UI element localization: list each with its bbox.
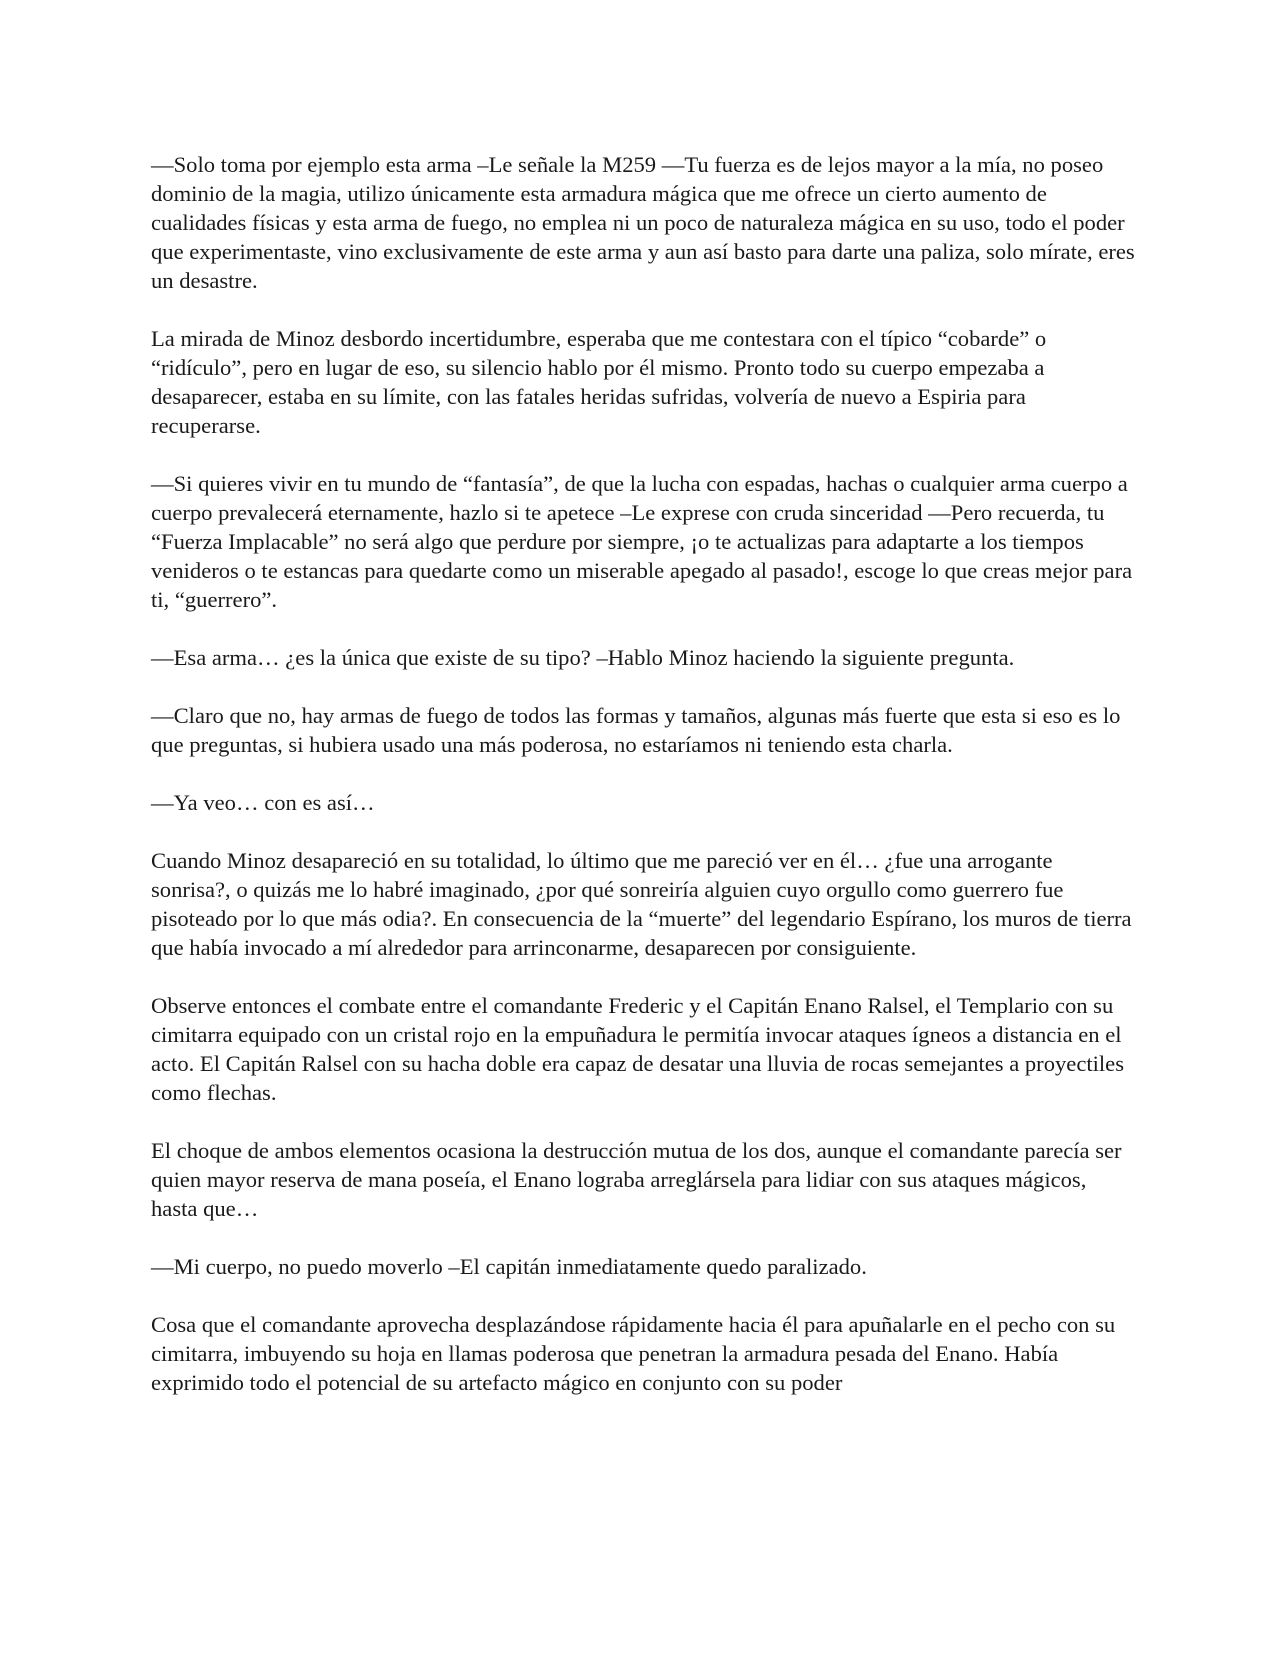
paragraph: —Si quieres vivir en tu mundo de “fantasía”, de que la lucha con espadas, hachas o cualquier arma cuerpo a cuerpo prevalecerá eternamente, hazlo si te apetece –Le exprese con cruda sinceridad —Pero recuerda, tu “Fuerza Implacable” no será algo que perdure por siempre, ¡o te actualizas para adaptarte a los tiempos venideros o te estancas para quedarte como un miserable apegado al pasado!, escoge lo que creas mejor para ti, “guerrero”. [151, 471, 1133, 612]
document-body [151, 150, 1136, 1426]
paragraph: —Esa arma… ¿es la única que existe de su tipo? –Hablo Minoz haciendo la siguiente pregunta. [151, 645, 1015, 670]
paragraph: —Ya veo… con es así… [151, 790, 375, 815]
paragraph: —Claro que no, hay armas de fuego de todos las formas y tamaños, algunas más fuerte que esta si eso es lo que preguntas, si hubiera usado una más poderosa, no estaríamos ni teniendo esta charla. [151, 703, 1121, 757]
paragraph: La mirada de Minoz desbordo incertidumbre, esperaba que me contestara con el típico “cobarde” o “ridículo”, pero en lugar de eso, su silencio hablo por él mismo. Pronto todo su cuerpo empezaba a desaparecer, estaba en su límite, con las fatales heridas sufridas, volvería de nuevo a Espiria para recuperarse. [151, 326, 1047, 438]
paragraph: El choque de ambos elementos ocasiona la destrucción mutua de los dos, aunque el comandante parecía ser quien mayor reserva de mana poseía, el Enano lograba arreglársela para lidiar con sus ataques mágicos, hasta que… [151, 1138, 1122, 1221]
paragraph: Cuando Minoz desapareció en su totalidad, lo último que me pareció ver en él… ¿fue una arrogante sonrisa?, o quizás me lo habré imaginado, ¿por qué sonreiría alguien cuyo orgullo como guerrero fue pisoteado por lo que más odia?. En consecuencia de la “muerte” del legendario Espírano, los muros de tierra que había invocado a mí alrededor para arrinconarme, desaparecen por consiguiente. [151, 848, 1132, 960]
paragraph: —Solo toma por ejemplo esta arma –Le señale la M259 —Tu fuerza es de lejos mayor a la mía, no poseo dominio de la magia, utilizo únicamente esta armadura mágica que me ofrece un cierto aumento de cualidades físicas y esta arma de fuego, no emplea ni un poco de naturaleza mágica en su uso, todo el poder que experimentaste, vino exclusivamente de este arma y aun así basto para darte una paliza, solo mírate, eres un desastre. [151, 152, 1135, 293]
paragraph: —Mi cuerpo, no puedo moverlo –El capitán inmediatamente quedo paralizado. [151, 1254, 867, 1279]
paragraph: Cosa que el comandante aprovecha desplazándose rápidamente hacia él para apuñalarle en el pecho con su cimitarra, imbuyendo su hoja en llamas poderosa que penetran la armadura pesada del Enano. Había exprimido todo el potencial de su artefacto mágico en conjunto con su poder [151, 1312, 1116, 1395]
paragraph: Observe entonces el combate entre el comandante Frederic y el Capitán Enano Ralsel, el Templario con su cimitarra equipado con un cristal rojo en la empuñadura le permitía invocar ataques ígneos a distancia en el acto. El Capitán Ralsel con su hacha doble era capaz de desatar una lluvia de rocas semejantes a proyectiles como flechas. [151, 993, 1124, 1105]
